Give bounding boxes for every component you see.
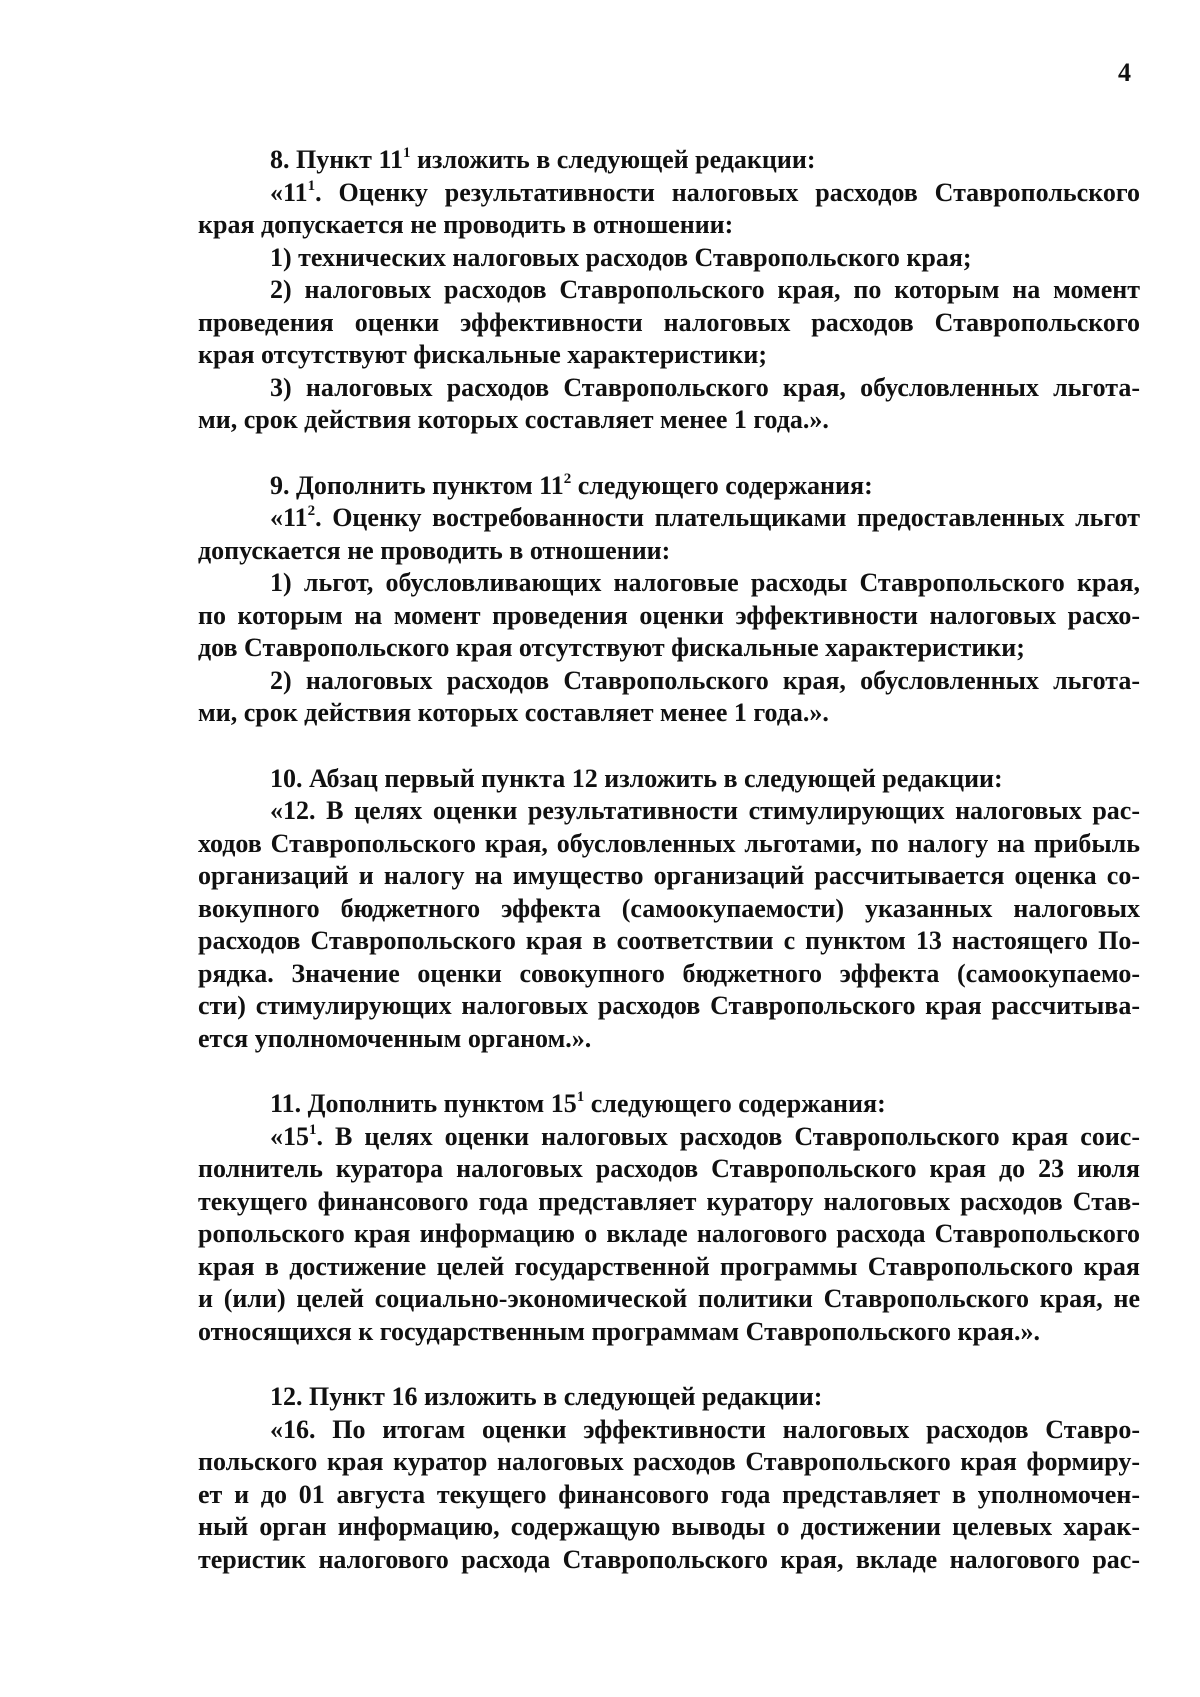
- text-line: [198, 1088, 1140, 1121]
- text-line: [198, 990, 1140, 1023]
- text-line: [198, 502, 1140, 535]
- superscript: 1: [307, 177, 316, 194]
- text-run: 10. Абзац первый пункта 12 изложить в следующей редакции:: [270, 763, 1003, 793]
- text-line: [198, 860, 1140, 893]
- text-run: 2) налоговых расходов Ставропольского края, обусловленных льгота-: [270, 665, 1140, 695]
- text-run: сти) стимулирующих налоговых расходов Ставропольского края рассчитыва-: [198, 991, 1140, 1020]
- superscript: 1: [403, 145, 411, 161]
- text-run: «11: [270, 177, 308, 207]
- text-line: [198, 535, 1140, 568]
- text-run: 1) льгот, обусловливающих налоговые расходы Ставропольского края,: [270, 568, 1140, 597]
- superscript: 2: [307, 503, 316, 519]
- text-run: . Оценку востребованности плательщиками предоставленных льгот: [315, 503, 1140, 532]
- amendment-section: [198, 1088, 1140, 1348]
- text-run: вокупного бюджетного эффекта (самоокупаемости) указанных налоговых: [198, 893, 1140, 923]
- text-run: «12. В целях оценки результативности стимулирующих налоговых рас-: [270, 796, 1140, 825]
- text-run: ропольского края информацию о вкладе налогового расхода Ставропольского: [198, 1219, 1140, 1248]
- text-line: [198, 665, 1140, 698]
- text-line: [198, 1251, 1140, 1284]
- text-run: 3) налоговых расходов Ставропольского края, обусловленных льгота-: [270, 372, 1140, 402]
- text-run: ходов Ставропольского края, обусловленных льготами, по налогу на прибыль: [198, 828, 1140, 858]
- text-line: [198, 1316, 1140, 1349]
- text-run: рядка. Значение оценки совокупного бюджетного эффекта (самоокупаемо-: [198, 958, 1140, 988]
- text-line: [198, 242, 1140, 275]
- text-line: [198, 404, 1140, 437]
- text-line: [198, 697, 1140, 730]
- text-run: польского края куратор налоговых расходов Ставропольского края формиру-: [198, 1447, 1140, 1476]
- text-line: [198, 1153, 1140, 1186]
- text-run: расходов Ставропольского края в соответствии с пунктом 13 настоящего По-: [198, 926, 1140, 955]
- text-run: изложить в следующей редакции:: [410, 145, 816, 174]
- text-run: ный орган информацию, содержащую выводы о достижении целевых харак-: [198, 1512, 1140, 1541]
- text-line: [198, 177, 1140, 210]
- text-line: [198, 372, 1140, 405]
- text-line: [198, 339, 1140, 372]
- text-run: организаций и налогу на имущество организаций рассчитывается оценка со-: [198, 861, 1140, 890]
- superscript: 1: [576, 1089, 585, 1105]
- text-run: теристик налогового расхода Ставропольского края, вкладе налогового рас-: [198, 1544, 1140, 1574]
- text-run: 2) налоговых расходов Ставропольского края, по которым на момент: [270, 275, 1140, 304]
- text-line: [198, 828, 1140, 861]
- text-line: [198, 274, 1140, 307]
- document-body: [198, 144, 1140, 1576]
- text-line: [198, 1218, 1140, 1251]
- text-run: текущего финансового года представляет куратору налоговых расходов Став-: [198, 1186, 1140, 1216]
- text-run: следующего содержания:: [584, 1089, 886, 1118]
- text-line: [198, 1544, 1140, 1577]
- text-run: 12. Пункт 16 изложить в следующей редакции:: [270, 1382, 823, 1411]
- text-line: [198, 1283, 1140, 1316]
- text-run: дов Ставропольского края отсутствуют фискальные характеристики;: [198, 633, 1025, 662]
- text-run: . В целях оценки налоговых расходов Ставропольского края соис-: [316, 1121, 1140, 1151]
- text-line: [198, 1446, 1140, 1479]
- text-run: ет и до 01 августа текущего финансового года представляет в уполномочен-: [198, 1479, 1140, 1509]
- text-run: 11. Дополнить пунктом 15: [270, 1089, 577, 1118]
- text-run: 1) технических налоговых расходов Ставропольского края;: [270, 242, 972, 272]
- text-run: «11: [270, 503, 308, 532]
- text-line: [198, 795, 1140, 828]
- text-line: [198, 209, 1140, 242]
- text-line: [198, 1414, 1140, 1447]
- text-run: допускается не проводить в отношении:: [198, 535, 671, 565]
- text-line: [198, 1479, 1140, 1512]
- text-run: края допускается не проводить в отношении:: [198, 210, 734, 239]
- text-run: и (или) целей социально-экономической политики Ставропольского края, не: [198, 1284, 1140, 1313]
- text-run: 8. Пункт 11: [270, 145, 404, 174]
- text-run: проведения оценки эффективности налоговых расходов Ставропольского: [198, 307, 1140, 337]
- text-line: [198, 1186, 1140, 1219]
- amendment-section: [198, 470, 1140, 730]
- text-line: [198, 144, 1140, 177]
- text-line: [198, 1023, 1140, 1056]
- text-line: [198, 632, 1140, 665]
- text-line: [198, 567, 1140, 600]
- page-number: 4: [1118, 58, 1131, 87]
- superscript: 1: [309, 1121, 317, 1138]
- text-line: [198, 600, 1140, 633]
- text-line: [198, 470, 1140, 503]
- text-run: относящихся к государственным программам Ставропольского края.».: [198, 1316, 1040, 1346]
- text-line: [198, 893, 1140, 926]
- amendment-section: [198, 763, 1140, 1056]
- text-line: [198, 925, 1140, 958]
- text-run: ется уполномоченным органом.».: [198, 1023, 592, 1053]
- text-run: полнитель куратора налоговых расходов Ставропольского края до 23 июля: [198, 1154, 1140, 1183]
- text-line: [198, 1381, 1140, 1414]
- text-run: 9. Дополнить пунктом 11: [270, 470, 564, 500]
- text-line: [198, 763, 1140, 796]
- text-run: «15: [270, 1121, 309, 1151]
- amendment-section: [198, 144, 1140, 437]
- text-run: по которым на момент проведения оценки эффективности налоговых расхо-: [198, 600, 1140, 630]
- text-line: [198, 307, 1140, 340]
- text-run: края в достижение целей государственной программы Ставропольского края: [198, 1251, 1140, 1281]
- amendment-section: [198, 1381, 1140, 1576]
- text-run: следующего содержания:: [571, 470, 873, 500]
- text-line: [198, 1121, 1140, 1154]
- superscript: 2: [563, 470, 572, 487]
- text-line: [198, 958, 1140, 991]
- text-run: края отсутствуют фискальные характеристики;: [198, 340, 768, 369]
- text-run: «16. По итогам оценки эффективности налоговых расходов Ставро-: [270, 1414, 1140, 1444]
- text-run: ми, срок действия которых составляет менее 1 года.».: [198, 698, 829, 727]
- text-line: [198, 1511, 1140, 1544]
- text-run: . Оценку результативности налоговых расходов Ставропольского: [315, 177, 1140, 207]
- text-run: ми, срок действия которых составляет менее 1 года.».: [198, 405, 829, 434]
